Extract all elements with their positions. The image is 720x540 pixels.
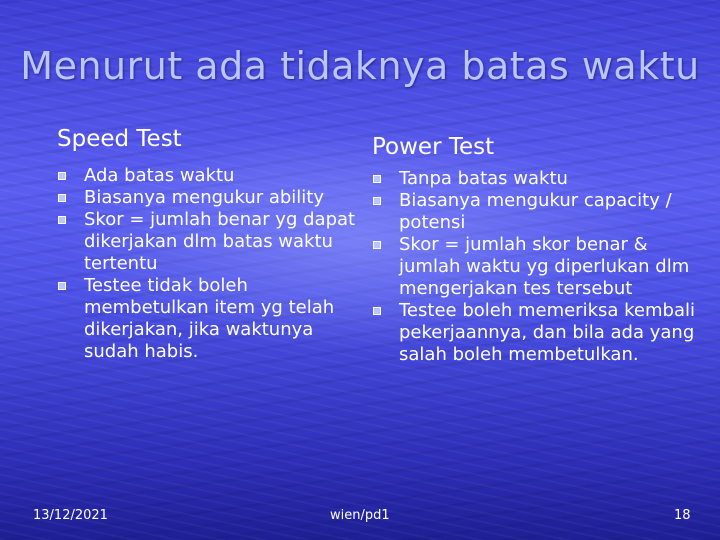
square-bullet-icon — [373, 175, 381, 183]
square-bullet-icon — [373, 241, 381, 249]
page-number: 18 — [674, 508, 691, 523]
list-item — [373, 190, 703, 234]
square-bullet-icon — [58, 282, 66, 290]
list-item-text: Ada batas waktu — [84, 165, 235, 186]
slide-title: Menurut ada tidaknya batas waktu — [20, 44, 700, 88]
speed-test-heading: Speed Test — [57, 126, 182, 152]
footer-date: 13/12/2021 — [33, 508, 108, 523]
list-item-text: Testee boleh memeriksa kembali pekerjaannya, dan bila ada yang salah boleh membetulkan. — [399, 300, 695, 365]
list-item — [58, 187, 358, 209]
list-item — [58, 209, 358, 275]
power-test-heading: Power Test — [372, 134, 495, 160]
list-item-text: Biasanya mengukur ability — [84, 187, 325, 208]
list-item-text: Skor = jumlah skor benar & jumlah waktu yg diperlukan dlm mengerjakan tes tersebut — [399, 234, 690, 299]
list-item-text: Skor = jumlah benar yg dapat dikerjakan dlm batas waktu tertentu — [84, 209, 356, 274]
list-item-text: Tanpa batas waktu — [399, 168, 568, 189]
power-test-list — [373, 168, 703, 366]
list-item-text: Testee tidak boleh membetulkan item yg telah dikerjakan, jika waktunya sudah habis. — [84, 275, 335, 362]
list-item — [373, 300, 703, 366]
speed-test-list — [58, 165, 358, 363]
square-bullet-icon — [373, 197, 381, 205]
square-bullet-icon — [58, 172, 66, 180]
list-item — [58, 275, 358, 363]
list-item — [373, 168, 703, 190]
footer-author: wien/pd1 — [330, 508, 390, 523]
list-item-text: Biasanya mengukur capacity / potensi — [399, 190, 672, 233]
square-bullet-icon — [58, 216, 66, 224]
square-bullet-icon — [58, 194, 66, 202]
square-bullet-icon — [373, 307, 381, 315]
list-item — [58, 165, 358, 187]
list-item — [373, 234, 703, 300]
